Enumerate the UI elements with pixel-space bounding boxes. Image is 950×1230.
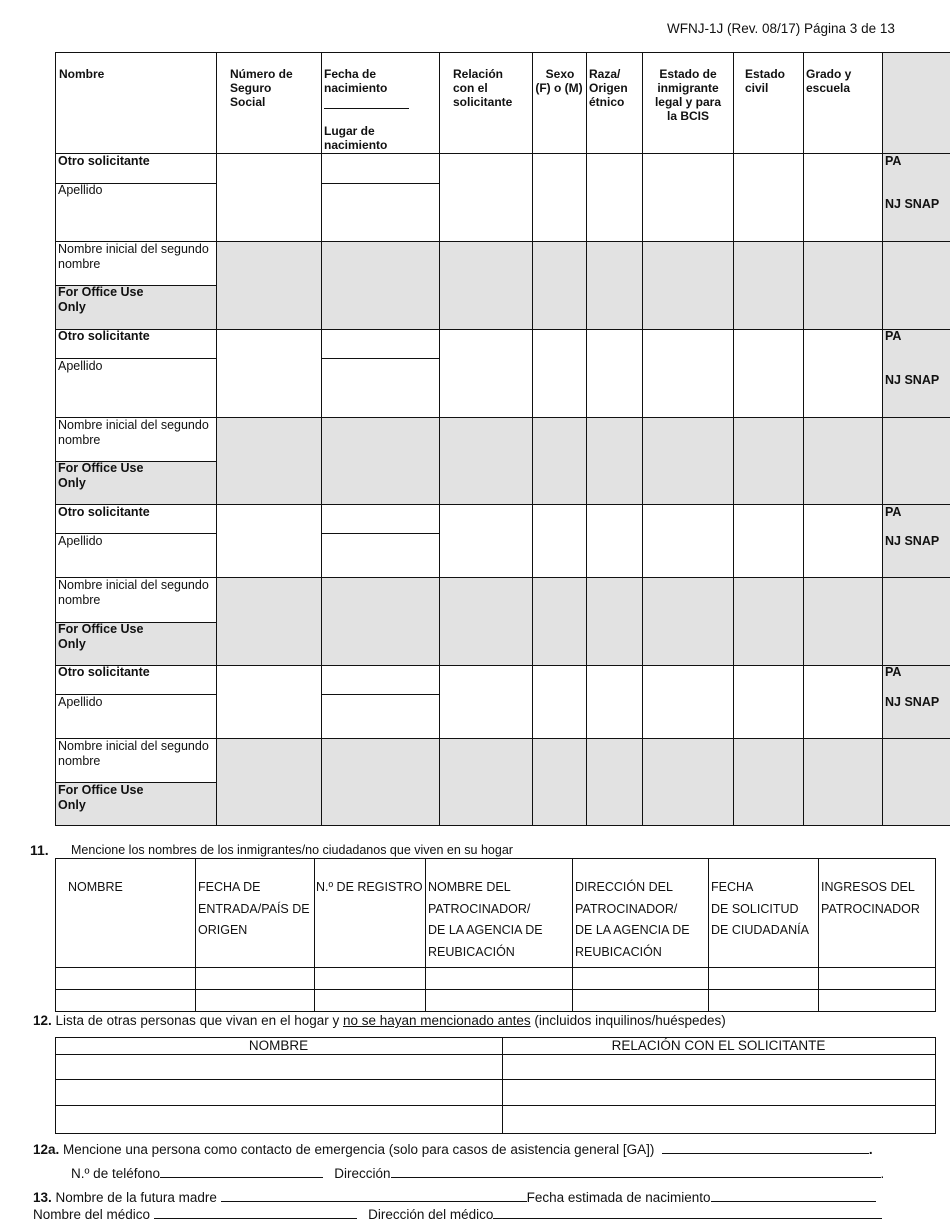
row3-office-label: For Office Use Only [58, 622, 144, 651]
household-table [55, 52, 950, 826]
section12-title: 12. Lista de otras personas que vivan en el hogar y no se hayan mencionado antes (incluidos inquilinos/huéspedes) [33, 1013, 726, 1028]
s11-header-citizenship-date: FECHA DE SOLICITUD DE CIUDADANÍA [711, 880, 809, 937]
col-header-relation: Relación con el solicitante [453, 67, 513, 109]
row3-pa-label: PA [885, 505, 902, 519]
row1-office-label: For Office Use Only [58, 285, 144, 314]
section12a-line: 12a. Mencione una persona como contacto de emergencia (solo para casos de asistencia general [GA]) . [33, 1142, 873, 1157]
section13-line2: Nombre del médico Dirección del médico [33, 1207, 882, 1222]
phone-field[interactable] [160, 1166, 323, 1178]
row1-last-label: Apellido [58, 183, 103, 197]
row3-snap-label: NJ SNAP [885, 534, 940, 548]
col-header-sex: Sexo (F) o (M) [535, 67, 583, 95]
row4-pa-label: PA [885, 665, 902, 679]
s12-header-relation: RELACIÓN CON EL SOLICITANTE [611, 1038, 826, 1053]
section12a-phone-line: N.º de teléfono Dirección . [71, 1166, 885, 1181]
row1-pa-label: PA [885, 154, 902, 168]
row2-snap-label: NJ SNAP [885, 373, 940, 387]
col-header-grade: Grado y escuela [806, 67, 852, 95]
row4-middle-label: Nombre inicial del segundo nombre [58, 739, 209, 768]
section11-title: Mencione los nombres de los inmigrantes/no ciudadanos que viven en su hogar [71, 843, 513, 857]
col-header-name: Nombre [59, 67, 105, 81]
row4-snap-label: NJ SNAP [885, 695, 940, 709]
col-header-dob: Fecha de nacimiento [324, 67, 388, 95]
col-header-civil: Estado civil [745, 67, 786, 95]
address-field[interactable] [391, 1166, 881, 1178]
s11-header-sponsor-address: DIRECCIÓN DEL PATROCINADOR/ DE LA AGENCIA DE REUBICACIÓN [575, 880, 690, 959]
col-header-immigrant: Estado de inmigrante legal y para la BCIS [654, 67, 722, 123]
s12-header-name: NOMBRE [248, 1038, 309, 1053]
col-header-birthplace: Lugar de nacimiento [324, 124, 388, 152]
other-persons-table [55, 1037, 936, 1134]
col-header-race: Raza/ Origen étnico [589, 67, 628, 109]
s11-header-entry: FECHA DE ENTRADA/PAÍS DE ORIGEN [198, 880, 310, 937]
row1-middle-label: Nombre inicial del segundo nombre [58, 242, 209, 271]
row2-middle-label: Nombre inicial del segundo nombre [58, 418, 209, 447]
row4-office-label: For Office Use Only [58, 783, 144, 812]
section11-number: 11. [30, 842, 49, 858]
row1-snap-label: NJ SNAP [885, 197, 940, 211]
emergency-contact-field[interactable] [662, 1142, 869, 1154]
doctor-address-field[interactable] [493, 1207, 882, 1219]
mother-name-field[interactable] [221, 1190, 527, 1202]
row2-first-label: Otro solicitante [58, 329, 150, 343]
row3-last-label: Apellido [58, 534, 103, 548]
row3-middle-label: Nombre inicial del segundo nombre [58, 578, 209, 607]
row2-office-label: For Office Use Only [58, 461, 144, 490]
s11-header-sponsor-income: INGRESOS DEL PATROCINADOR [821, 880, 920, 916]
due-date-field[interactable] [711, 1190, 876, 1202]
row4-first-label: Otro solicitante [58, 665, 150, 679]
s11-header-registration: N.º DE REGISTRO [316, 880, 423, 894]
row4-last-label: Apellido [58, 695, 103, 709]
row1-first-label: Otro solicitante [58, 154, 150, 168]
row2-pa-label: PA [885, 329, 902, 343]
s11-header-name: NOMBRE [68, 880, 123, 894]
doctor-name-field[interactable] [154, 1207, 357, 1219]
s11-header-sponsor-name: NOMBRE DEL PATROCINADOR/ DE LA AGENCIA DE REUBICACIÓN [428, 880, 543, 959]
form-id-header: WFNJ-1J (Rev. 08/17) Página 3 de 13 [667, 21, 895, 36]
row3-first-label: Otro solicitante [58, 505, 150, 519]
row2-last-label: Apellido [58, 359, 103, 373]
section13-line1: 13. Nombre de la futura madre Fecha estimada de nacimiento [33, 1190, 876, 1205]
col-header-ssn: Número de Seguro Social [230, 67, 293, 109]
immigrants-table [55, 858, 936, 1012]
